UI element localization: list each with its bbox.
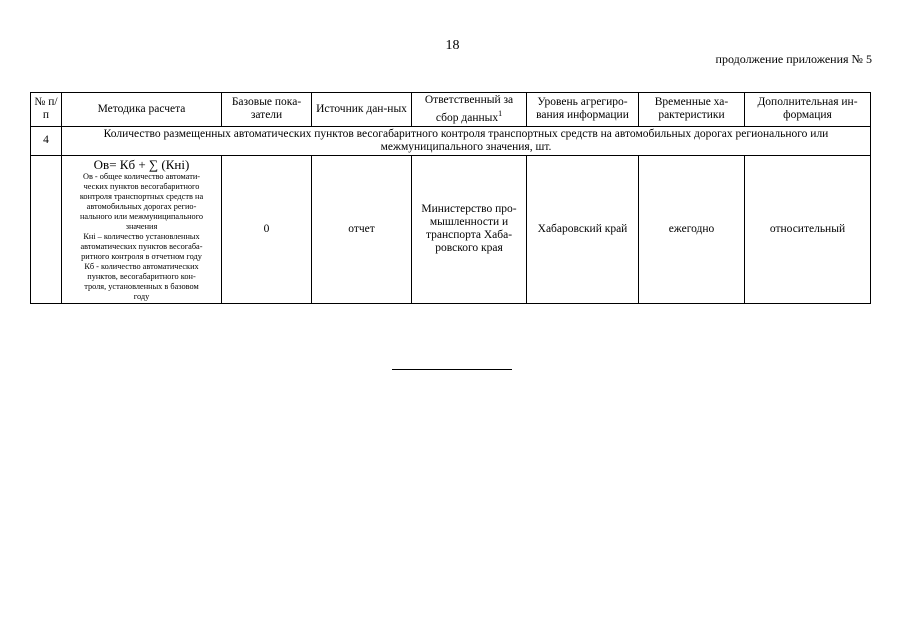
method-description: Ов - общее количество автомати- ческих пунктов весогабаритного контроля транспортных средств на автомобильных дорогах регио- нального или межмуниципального значения Кні – количество установленных автоматических пунктов весогаба- ритного контроля в отчетном году Кб - количество автоматических пунктов, весогабаритного кон- троля, установленных в базовом году <box>79 171 204 301</box>
method-cell <box>62 155 222 303</box>
header-num: № п/п <box>31 93 62 127</box>
header-responsible-text: Ответственный за сбор данных <box>424 94 514 124</box>
data-source: отчет <box>312 155 412 303</box>
base-value: 0 <box>222 155 312 303</box>
indicator-number: 4 <box>31 126 62 155</box>
header-base: Базовые пока-затели <box>222 93 312 127</box>
indicator-row <box>31 126 871 155</box>
indicator-table <box>30 92 871 304</box>
table-header-row <box>31 93 871 127</box>
formula: Ов= Кб + ∑ (Кні) <box>93 156 190 172</box>
time-characteristic: ежегодно <box>639 155 745 303</box>
header-source: Источник дан-ных <box>312 93 412 127</box>
indicator-title: Количество размещенных автоматических пунктов весогабаритного контроля транспортных средств на автомобильных дорогах регионального или межмуниципального значения, шт. <box>62 126 871 155</box>
aggregation-level: Хабаровский край <box>527 155 639 303</box>
header-method: Методика расчета <box>62 93 222 127</box>
data-row <box>31 155 871 303</box>
header-responsible <box>412 93 527 127</box>
continuation-label: продолжение приложения № 5 <box>715 52 872 66</box>
page-number: 18 <box>445 38 460 53</box>
additional-info: относительный <box>745 155 871 303</box>
responsible-org: Министерство про- мышленности и транспорта Хаба- ровского края <box>412 155 527 303</box>
data-row-num-cell <box>31 155 62 303</box>
header-aggregation: Уровень агрегиро-вания информации <box>527 93 639 127</box>
header-time: Временные ха-рактеристики <box>639 93 745 127</box>
footer-divider <box>392 369 512 370</box>
header-additional: Дополнительная ин-формация <box>745 93 871 127</box>
footnote-mark: 1 <box>498 109 503 118</box>
